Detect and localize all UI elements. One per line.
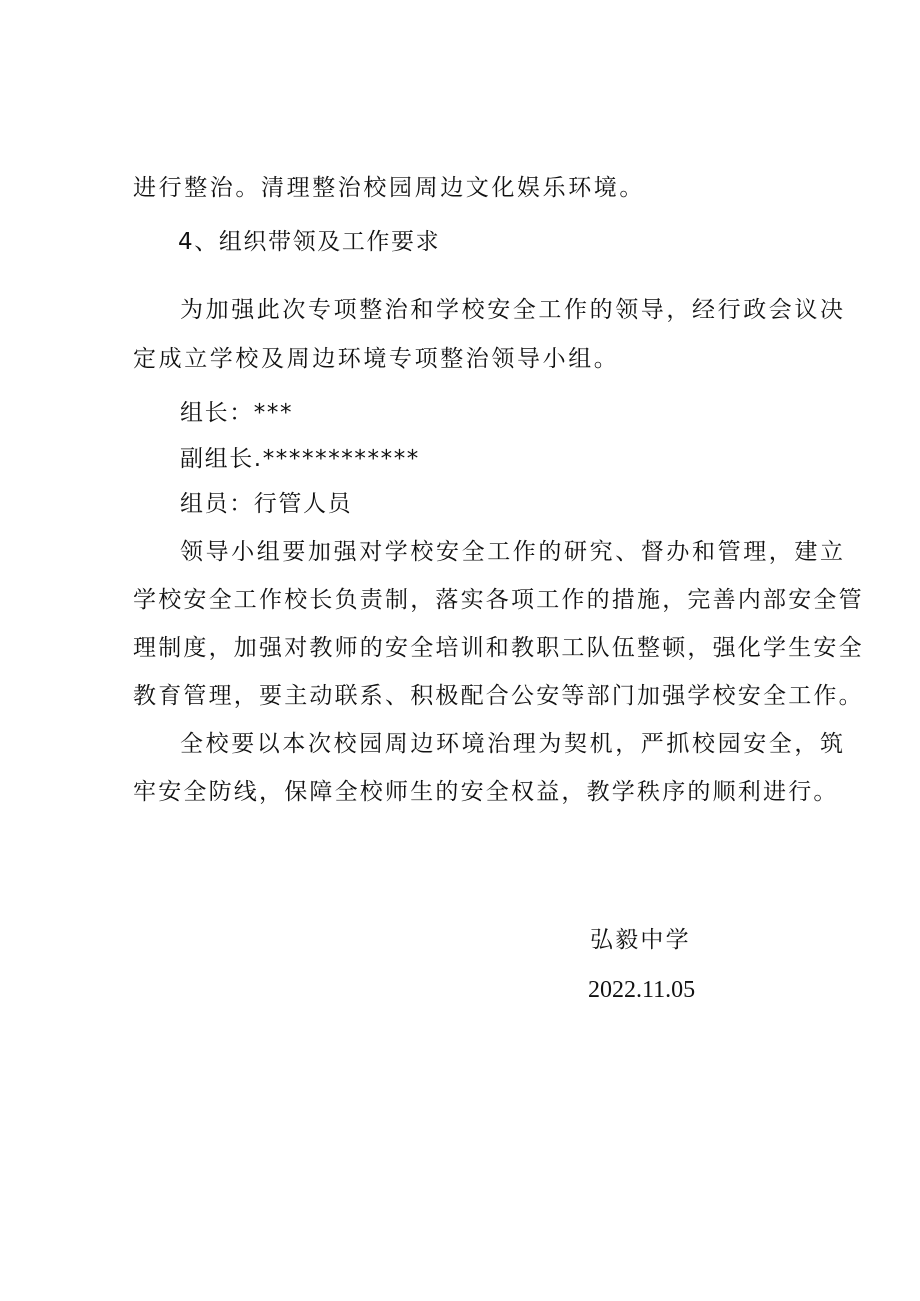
- signature-organization: 弘毅中学: [590, 927, 691, 953]
- paragraph-line: 牢安全防线，保障全校师生的安全权益，教学秩序的顺利进行。: [133, 779, 839, 805]
- paragraph-line: 教育管理，要主动联系、积极配合公安等部门加强学校安全工作。: [133, 683, 864, 709]
- paragraph-line: 理制度，加强对教师的安全培训和教职工队伍整顿，强化学生安全: [133, 635, 864, 661]
- paragraph-line: 为加强此次专项整治和学校安全工作的领导，经行政会议决: [180, 297, 846, 323]
- paragraph-line: 学校安全工作校长负责制，落实各项工作的措施，完善内部安全管: [133, 587, 864, 613]
- paragraph-line: 定成立学校及周边环境专项整治领导小组。: [133, 346, 620, 372]
- signature-date: 2022.11.05: [588, 977, 696, 1003]
- group-members: 组员：行管人员: [180, 491, 353, 517]
- group-leader: 组长：***: [180, 400, 294, 426]
- continuation-line: 进行整治。清理整治校园周边文化娱乐环境。: [133, 175, 645, 201]
- paragraph-line: 领导小组要加强对学校安全工作的研究、督办和管理，建立: [180, 539, 846, 565]
- paragraph-line: 全校要以本次校园周边环境治理为契机，严抓校园安全，筑: [180, 731, 846, 757]
- section-heading: 4、组织带领及工作要求: [178, 229, 441, 255]
- group-vice-leader: 副组长.************: [180, 446, 420, 472]
